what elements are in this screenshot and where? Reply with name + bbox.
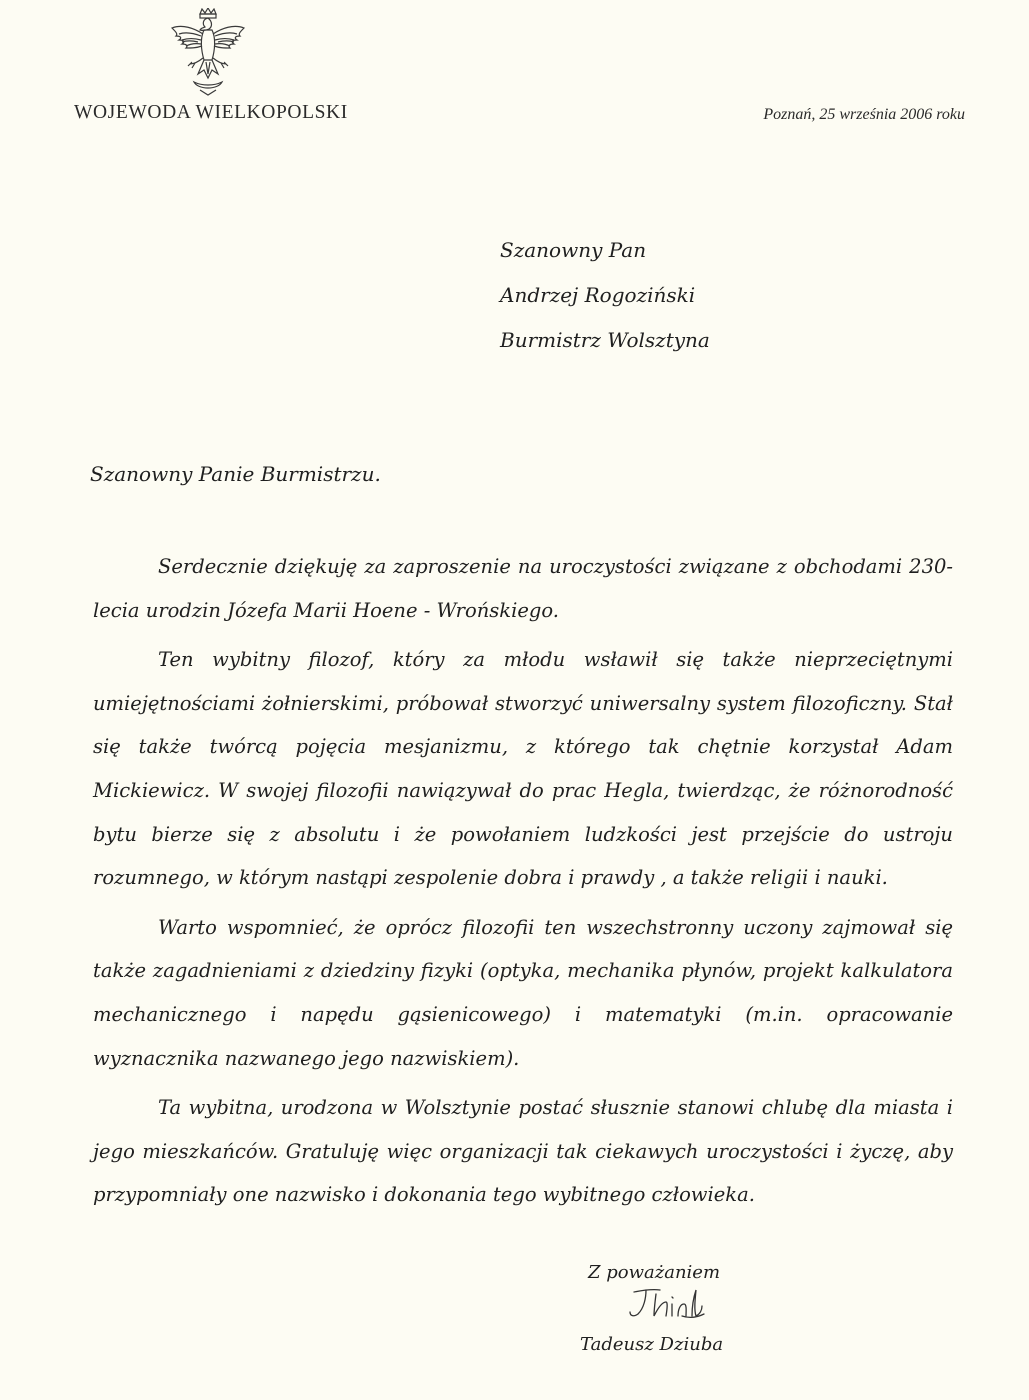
paragraph: Warto wspomnieć, że oprócz filozofii ten wszechstronny uczony zajmował się także zagadnieniami z dziedziny fizyki (optyka, mechanika płynów, projekt kalkulatora mechanicznego i napędu gąsienicowego) i matematyki (m.in. opracowanie wyznacznika nazwanego jego nazwiskiem).: [93, 915, 953, 1070]
recipient-address: [500, 228, 710, 363]
authority-name: WOJEWODA WIELKOPOLSKI: [74, 102, 348, 123]
recipient-line-3: Burmistrz Wolsztyna: [500, 328, 710, 352]
paragraph: Ta wybitna, urodzona w Wolsztynie postać słusznie stanowi chlubę dla miasta i jego mieszkańców. Gratuluję więc organizacji tak ciekawych uroczystości i życzę, aby przypomniały one nazwisko i dokonania tego wybitnego człowieka.: [93, 1096, 953, 1207]
recipient-line-2: Andrzej Rogoziński: [500, 283, 696, 307]
closing-regards: Z poważaniem: [588, 1262, 721, 1283]
handwritten-signature: [622, 1284, 708, 1324]
paragraph: Ten wybitny filozof, który za młodu wsławił się także nieprzeciętnymi umiejętnościami żołnierskimi, próbował stworzyć uniwersalny system filozoficzny. Stał się także twórcą pojęcia mesjanizmu, z którego tak chętnie korzystał Adam Mickiewicz. W swojej filozofii nawiązywał do prac Hegla, twierdząc, że różnorodność bytu bierze się z absolutu i że powołaniem ludzkości jest przejście do ustroju rozumnego, w którym nastąpi zespolenie dobra i prawdy , a także religii i nauki.: [93, 648, 953, 890]
salutation: Szanowny Panie Burmistrzu.: [90, 462, 381, 486]
signer-name: Tadeusz Dziuba: [580, 1334, 724, 1355]
polish-eagle-emblem-icon: [168, 8, 248, 96]
place-and-date: Poznań, 25 września 2006 roku: [763, 106, 965, 123]
recipient-line-1: Szanowny Pan: [500, 238, 647, 262]
paragraph: Serdecznie dziękuję za zaproszenie na uroczystości związane z obchodami 230-lecia urodzin Józefa Marii Hoene - Wrońskiego.: [93, 555, 953, 622]
letter-body: [93, 545, 953, 1223]
